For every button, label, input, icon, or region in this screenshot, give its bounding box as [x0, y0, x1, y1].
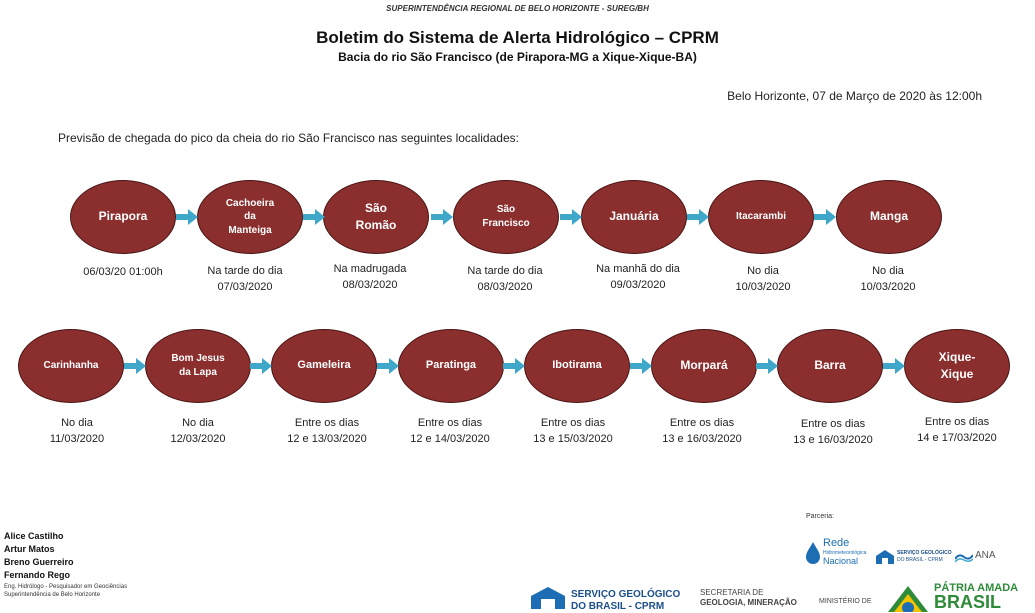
caption-line: 13 e 15/03/2020: [533, 432, 613, 445]
node-pirapora: [70, 180, 176, 254]
arrival-caption: [445, 264, 565, 296]
caption-line: 11/03/2020: [49, 432, 105, 445]
caption-line: No dia: [61, 417, 93, 429]
flow-arrow-icon: [176, 209, 198, 225]
caption-line: 07/03/2020: [217, 280, 273, 293]
flow-arrow-icon: [560, 209, 582, 225]
caption-line: Entre os dias: [924, 416, 990, 428]
arrival-caption: [390, 416, 510, 448]
node-label: Romão: [355, 218, 397, 232]
caption-line: Entre os dias: [417, 417, 483, 429]
node-xique-xique: [904, 329, 1010, 403]
bulletin-dateline: Belo Horizonte, 07 de Março de 2020 às 12:00h: [727, 89, 982, 103]
caption-line: 12/03/2020: [170, 432, 226, 445]
sgb-small-line2: DO BRASIL - CPRM: [897, 557, 943, 563]
arrival-caption: [703, 264, 823, 296]
caption-line: 12 e 14/03/2020: [410, 432, 490, 445]
flow-arrow-icon: [687, 209, 709, 225]
node-sao-francisco: [453, 180, 559, 254]
caption-line: 09/03/2020: [610, 278, 666, 291]
node-label: Xique: [940, 367, 974, 381]
secretaria-logo: [700, 588, 800, 607]
flow-arrow-icon: [756, 358, 778, 374]
sgb-line1: SERVIÇO GEOLÓGICO: [571, 589, 681, 600]
node-label: São: [364, 200, 387, 215]
ana-logo: [955, 548, 999, 566]
node-itacarambi: [708, 180, 814, 254]
caption-line: 10/03/2020: [860, 280, 916, 293]
sgb-emblem-icon: [531, 587, 565, 609]
secretaria-line1: SECRETARIA DE: [700, 588, 764, 597]
node-label: Pirapora: [98, 209, 148, 224]
caption-line: Entre os dias: [800, 418, 866, 430]
node-label: Itacarambi: [735, 210, 787, 222]
node-label: Francisco: [482, 218, 530, 229]
node-label: da: [244, 211, 256, 223]
caption-line: Entre os dias: [540, 417, 606, 429]
ministerio-text: MINISTÉRIO DE: [819, 598, 872, 605]
node-label: Cachoeira: [225, 197, 275, 209]
node-label: da Lapa: [179, 367, 217, 378]
arrival-caption: [897, 415, 1017, 447]
node-label: Bom Jesus: [171, 352, 225, 364]
node-label: Barra: [814, 358, 846, 373]
arrival-caption: [138, 416, 258, 448]
node-label: São: [496, 203, 516, 215]
node-ibotirama: [524, 329, 630, 403]
patria-line2: BRASIL: [934, 592, 1001, 612]
sgb-cprm-logo: [531, 587, 681, 612]
forecast-intro: Previsão de chegada do pico da cheia do rio São Francisco nas seguintes localidades:: [58, 131, 519, 145]
arrival-caption: [17, 416, 137, 448]
node-manga: [836, 180, 942, 254]
arrival-caption: [63, 265, 183, 281]
node-morpara: [651, 329, 757, 403]
caption-line: Na tarde do dia: [467, 265, 543, 277]
rede-line2: Hidrometeorológica: [823, 550, 867, 556]
node-bom-jesus-da-lapa: [145, 329, 251, 403]
caption-line: No dia: [747, 265, 779, 277]
arrival-caption: [267, 416, 387, 448]
node-cachoeira-da-manteiga: [197, 180, 303, 254]
patria-line1: PÁTRIA AMADA: [934, 582, 1019, 594]
node-carinhanha: [18, 329, 124, 403]
rede-hidrometeorologica-logo: [806, 538, 876, 568]
signature-name: Breno Guerreiro: [4, 557, 74, 567]
caption-line: Entre os dias: [669, 417, 735, 429]
node-sao-romao: [323, 180, 429, 254]
rede-line3: Nacional: [823, 556, 859, 566]
flow-arrow-icon: [431, 209, 453, 225]
caption-line: 08/03/2020: [477, 280, 533, 293]
caption-line: Na tarde do dia: [207, 265, 283, 277]
node-label: Xique-: [938, 349, 976, 364]
flow-arrow-icon: [503, 358, 525, 374]
flow-arrow-icon: [883, 358, 905, 374]
bulletin-subtitle: Bacia do rio São Francisco (de Pirapora-MG a Xique-Xique-BA): [338, 50, 697, 64]
flow-arrow-icon: [124, 358, 146, 374]
arrival-caption: [642, 416, 762, 448]
node-label: Paratinga: [425, 359, 477, 372]
caption-line: 13 e 16/03/2020: [662, 432, 742, 445]
sgb-cprm-logo-small: [876, 548, 952, 566]
node-label: Gameleira: [297, 359, 351, 372]
ana-wave-icon: [955, 551, 973, 563]
bulletin-title: Boletim do Sistema de Alerta Hidrológico – CPRM: [316, 28, 719, 47]
sgb-emblem-icon: [876, 550, 894, 564]
node-label: Januária: [609, 209, 659, 224]
caption-line: 13 e 16/03/2020: [793, 433, 873, 446]
header-top-line-2: SUPERINTENDÊNCIA REGIONAL DE BELO HORIZONTE - SUREG/BH: [386, 4, 649, 13]
water-drop-icon: [806, 542, 820, 564]
caption-line: Entre os dias: [294, 417, 360, 429]
flow-arrow-icon: [250, 358, 272, 374]
signature-name: Alice Castilho: [4, 531, 64, 541]
signature-role: Eng. Hidrólogo - Pesquisador em Geociências Superintendência de Belo Horizonte: [4, 584, 128, 598]
caption-line: 06/03/20 01:00h: [83, 266, 163, 278]
caption-line: No dia: [872, 265, 904, 277]
sgb-line2: DO BRASIL - CPRM: [571, 601, 665, 612]
ana-text: ANA: [975, 550, 996, 561]
caption-line: Na madrugada: [333, 263, 407, 275]
node-gameleira: [271, 329, 377, 403]
arrival-caption: [578, 262, 698, 294]
flow-arrow-icon: [303, 209, 325, 225]
patria-amada-brasil-logo: [888, 582, 1019, 612]
caption-line: 12 e 13/03/2020: [287, 432, 367, 445]
node-label: Ibotirama: [552, 359, 602, 372]
partners-label: Parceria:: [806, 513, 835, 520]
brazil-flag-icon: [888, 582, 928, 612]
flow-arrow-icon: [377, 358, 399, 374]
node-januaria: [581, 180, 687, 254]
flow-arrow-icon: [630, 358, 652, 374]
sgb-small-line1: SERVIÇO GEOLÓGICO: [897, 550, 952, 556]
arrival-caption: [310, 262, 430, 294]
node-label: Carinhanha: [43, 359, 99, 371]
caption-line: 10/03/2020: [735, 280, 791, 293]
caption-line: No dia: [182, 417, 214, 429]
flow-arrow-icon: [814, 209, 836, 225]
signature-name: Fernando Rego: [4, 570, 71, 580]
caption-line: 08/03/2020: [342, 278, 398, 291]
arrival-caption: [773, 417, 893, 449]
node-label: Manga: [869, 209, 908, 224]
node-label: Morpará: [680, 358, 728, 373]
rede-line1: Rede: [823, 537, 850, 549]
secretaria-line2: GEOLOGIA, MINERAÇÃO: [700, 598, 797, 607]
signature-name: Artur Matos: [4, 544, 55, 554]
caption-line: Na manhã do dia: [596, 263, 680, 275]
arrival-caption: [513, 416, 633, 448]
caption-line: 14 e 17/03/2020: [917, 431, 997, 444]
arrival-caption: [828, 264, 948, 296]
arrival-caption: [185, 264, 305, 296]
node-label: Manteiga: [228, 224, 272, 236]
node-paratinga: [398, 329, 504, 403]
node-barra: [777, 329, 883, 403]
